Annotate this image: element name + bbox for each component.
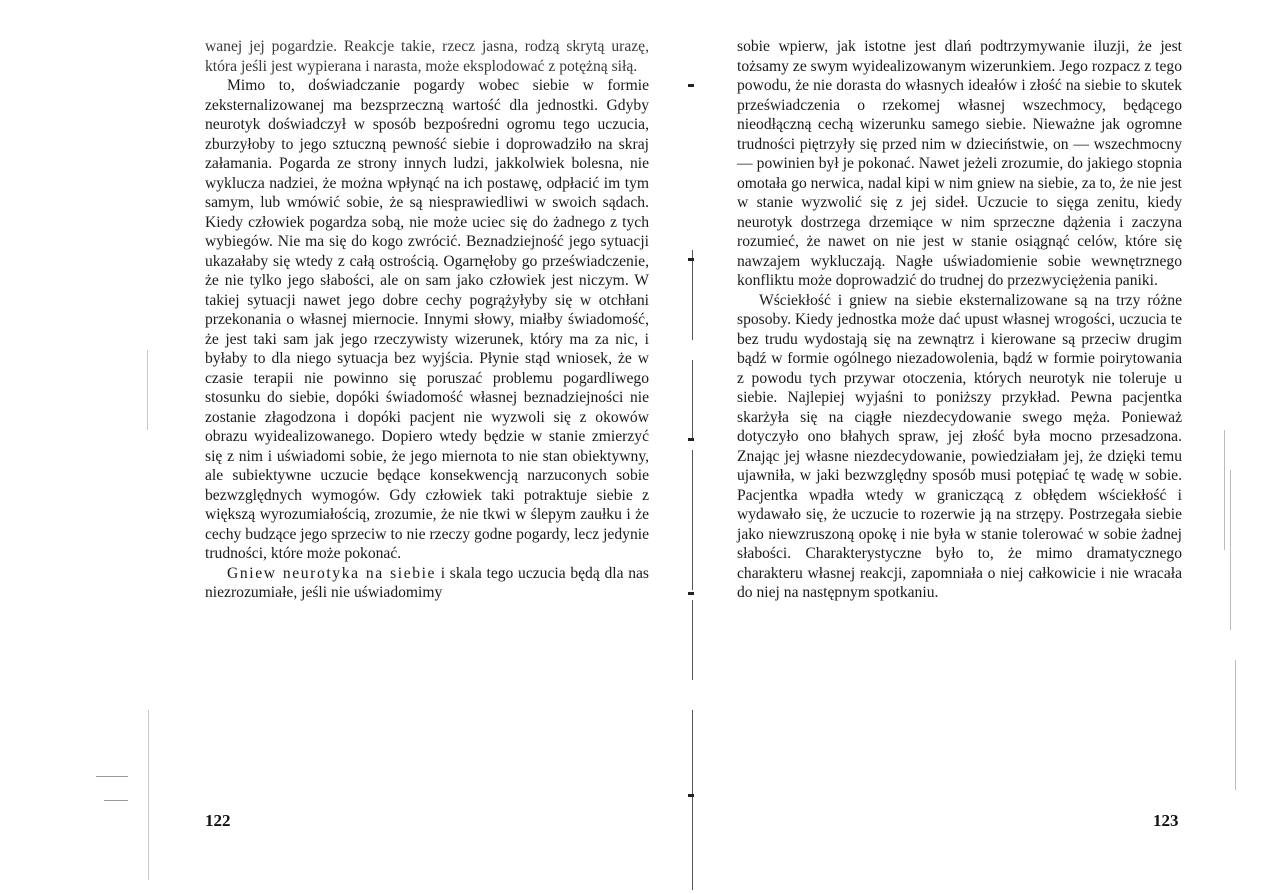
edge-line [1230, 470, 1231, 630]
gutter-mark [688, 592, 694, 595]
left-page-number: 122 [205, 811, 231, 830]
edge-line [148, 710, 149, 880]
left-paragraph-1: wanej jej pogardzie. Reakcje takie, rzecz jasna, rodzą skrytą urazę, która jeśli jest wypierana i narasta, może eksplodować z potężną siłą. [205, 38, 649, 75]
right-page-number: 123 [1153, 811, 1179, 830]
book-gutter [688, 70, 698, 894]
edge-line [104, 800, 128, 801]
left-paragraph-3 [205, 564, 649, 603]
gutter-mark [688, 84, 694, 87]
scan-spine-left [147, 290, 149, 890]
left-paragraph-3-rest: i skala tego uczucia będą dla nas niezrozumiałe, jeśli nie uświadomimy [205, 564, 649, 601]
gutter-mark [688, 258, 694, 261]
right-paragraph-2: Wściekłość i gniew na siebie eksternalizowane są na trzy różne sposoby. Kiedy jednostka może dać upust własnej wrogości, uczucia te bez trudu wydostają się na zewnątrz i kierowane są przeciw drugim bądź w formie ogólnego niezadowolenia, bądź w formie poirytowania z powodu tych przywar otoczenia, których neurotyk nie toleruje u siebie. Najlepiej wyjaśni to poniższy przykład. Pewna pacjentka skarżyła się na ciągłe niezdecydowanie swego męża. Ponieważ dotyczyło ono błahych spraw, jej złość była mocno przesadzona. Znając jej własne niezdecydowanie, powiedziałam jej, że dzięki temu ujawniła, w jaki bezwzględny sposób musi potępiać tę wadę w sobie. Pacjentka wpadła wtedy w graniczącą z obłędem wściekłość i wydawało się, że uczucie to rozerwie ją na strzępy. Postrzegała siebie jako niewzruszoną opokę i nie była w stanie tolerować w sobie żadnej słabości. Charakterystyczne było to, że mimo dramatycznego charakteru własnej reakcji, zapomniała o niej całkowicie i nie wracała do niej na następnym spotkaniu. [737, 291, 1182, 601]
gutter-line [692, 250, 693, 340]
gutter-mark [688, 438, 694, 441]
scan-edge-right [1222, 430, 1238, 790]
right-paragraph-1: sobie wpierw, jak istotne jest dlań podtrzymywanie iluzji, że jest tożsamy ze swym wyidealizowanym wizerunkiem. Jego rozpacz z tego powodu, że nie dorasta do własnych ideałów i złość na siebie to skutek przeświadczenia o rzekomej własnej wszechmocy, będącego nieodłączną cechą wizerunku samego siebie. Nieważne jak ogromne trudności piętrzyły się przed nim w dzieciństwie, on — wszechmocny — powinien był je pokonać. Nawet jeżeli zrozumie, do jakiego stopnia omotała go nerwica, nadal kipi w nim gniew na siebie, za to, że nie jest w stanie wyzwolić się z jej sideł. Uczucie to sięga zenitu, kiedy neurotyk dostrzega drzemiące w nim sprzeczne dążenia i zaczyna rozumieć, że nawet on nie jest w stanie osiągnąć celów, które się nawzajem wykluczają. Nagłe uświadomienie sobie wewnętrznego konfliktu może doprowadzić do trudnej do przezwyciężenia paniki. [737, 38, 1182, 289]
edge-line [1235, 660, 1236, 790]
gutter-line [692, 360, 693, 440]
gutter-line [692, 600, 693, 680]
gutter-line [692, 450, 693, 590]
gutter-mark [688, 794, 694, 797]
left-page [205, 37, 649, 603]
left-paragraph-3-lead: Gniew neurotyka na siebie [227, 564, 437, 582]
right-page [737, 37, 1182, 603]
edge-line [1224, 430, 1225, 550]
left-paragraph-2: Mimo to, doświadczanie pogardy wobec siebie w formie zeksternalizowanej ma bezsprzeczną wartość dla jednostki. Gdyby neurotyk doświadczył w sposób bezpośredni ogromu tego uczucia, zburzyłoby to jego sztuczną pewność siebie i doprowadziło na skraj załamania. Pogarda ze strony innych ludzi, jakkolwiek bolesna, nie wyklucza nadziei, że można wpłynąć na ich postawę, odpłacić im tym samym, lub wmówić sobie, że są niesprawiedliwi w swoich sądach. Kiedy człowiek pogardza sobą, nie może uciec się do żadnego z tych wybiegów. Nie ma się do kogo zwrócić. Beznadziejność jego sytuacji ukazałaby się wtedy z całą ostrością. Ogarnęłoby go przeświadczenie, że nie tylko jego słabości, ale on sam jako człowiek jest niczym. W takiej sytuacji nawet jego dobre cechy pogrążyłyby się w otchłani przekonania o własnej miernocie. Innymi słowy, miałby świadomość, że jest taki sam jak jego rzeczywisty wizerunek, który ma za nic, i byłaby to dla niego sytuacja bez wyjścia. Płynie stąd wniosek, że w czasie terapii nie powinno się poruszać problemu pogardliwego stosunku do siebie, dopóki świadomość własnej beznadziejności nie zostanie złagodzona i dopóki pacjent nie wyzwoli się z okowów obrazu wyidealizowanego. Dopiero wtedy będzie w stanie zmierzyć się z nim i uświadomi sobie, że jego miernota to nie stan obiektywny, ale subiektywne uczucie będące konsekwencją narzuconych sobie bezwzględnych wymogów. Gdy człowiek taki potraktuje siebie z większą wyrozumiałością, zrozumie, że nie tkwi w ślepym zaułku i że cechy budzące jego sprzeciw to nie rzeczy godne pogardy, lecz jedynie trudności, które może pokonać. [205, 77, 649, 562]
edge-line [147, 350, 148, 430]
gutter-line [692, 710, 693, 890]
scan-edge-left [96, 770, 136, 810]
edge-line [96, 776, 128, 777]
